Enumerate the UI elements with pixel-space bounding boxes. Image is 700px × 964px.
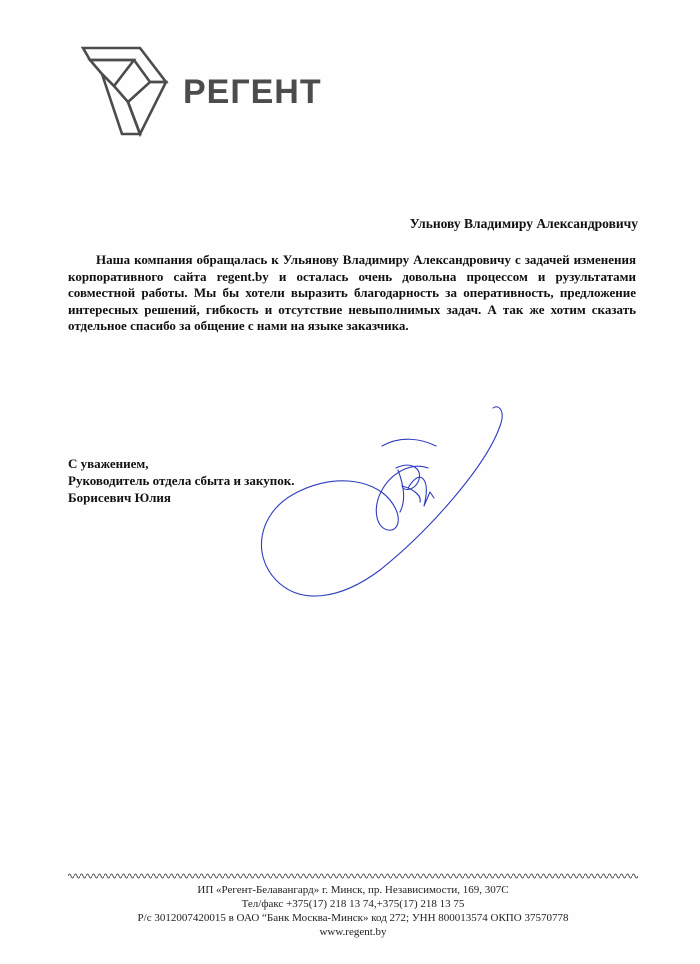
closing-signer-name: Борисевич Юлия (68, 490, 171, 505)
closing-greeting: С уважением, (68, 456, 149, 471)
footer-ornament (68, 872, 638, 880)
closing-block (68, 455, 294, 506)
footer-address: ИП «Регент-Белавангард» г. Минск, пр. Независимости, 169, 307С (197, 884, 509, 896)
regent-logo-mark-icon (80, 44, 176, 140)
footer-phone: Тел/факс +375(17) 218 13 74,+375(17) 218 13 75 (241, 898, 465, 910)
closing-position: Руководитель отдела сбыта и закупок. (68, 473, 295, 488)
company-logo (80, 44, 330, 140)
footer-bank-details: Р/с 3012007420015 в ОАО “Банк Москва-Минск» код 272; УНН 800013574 ОКПО 37570778 (137, 912, 569, 924)
footer-website: www.regent.by (319, 926, 387, 938)
letter-body: Наша компания обращалась к Ульянову Владимиру Александровичу с задачей изменения корпоративного сайта regent.by и осталась очень довольна процессом и рузультатами совместной работы. Мы бы хотели выразить благодарность за оперативность, предложение интересных решений, гибкость и отсутствие невыполнимых задач. А так же хотим сказать отдельное спасибо за общение с нами на языке заказчика. (68, 252, 636, 334)
company-name: РЕГЕНТ (183, 73, 322, 111)
footer-requisites (68, 883, 638, 939)
addressee: Ульнову Владимиру Александровичу (409, 216, 638, 231)
